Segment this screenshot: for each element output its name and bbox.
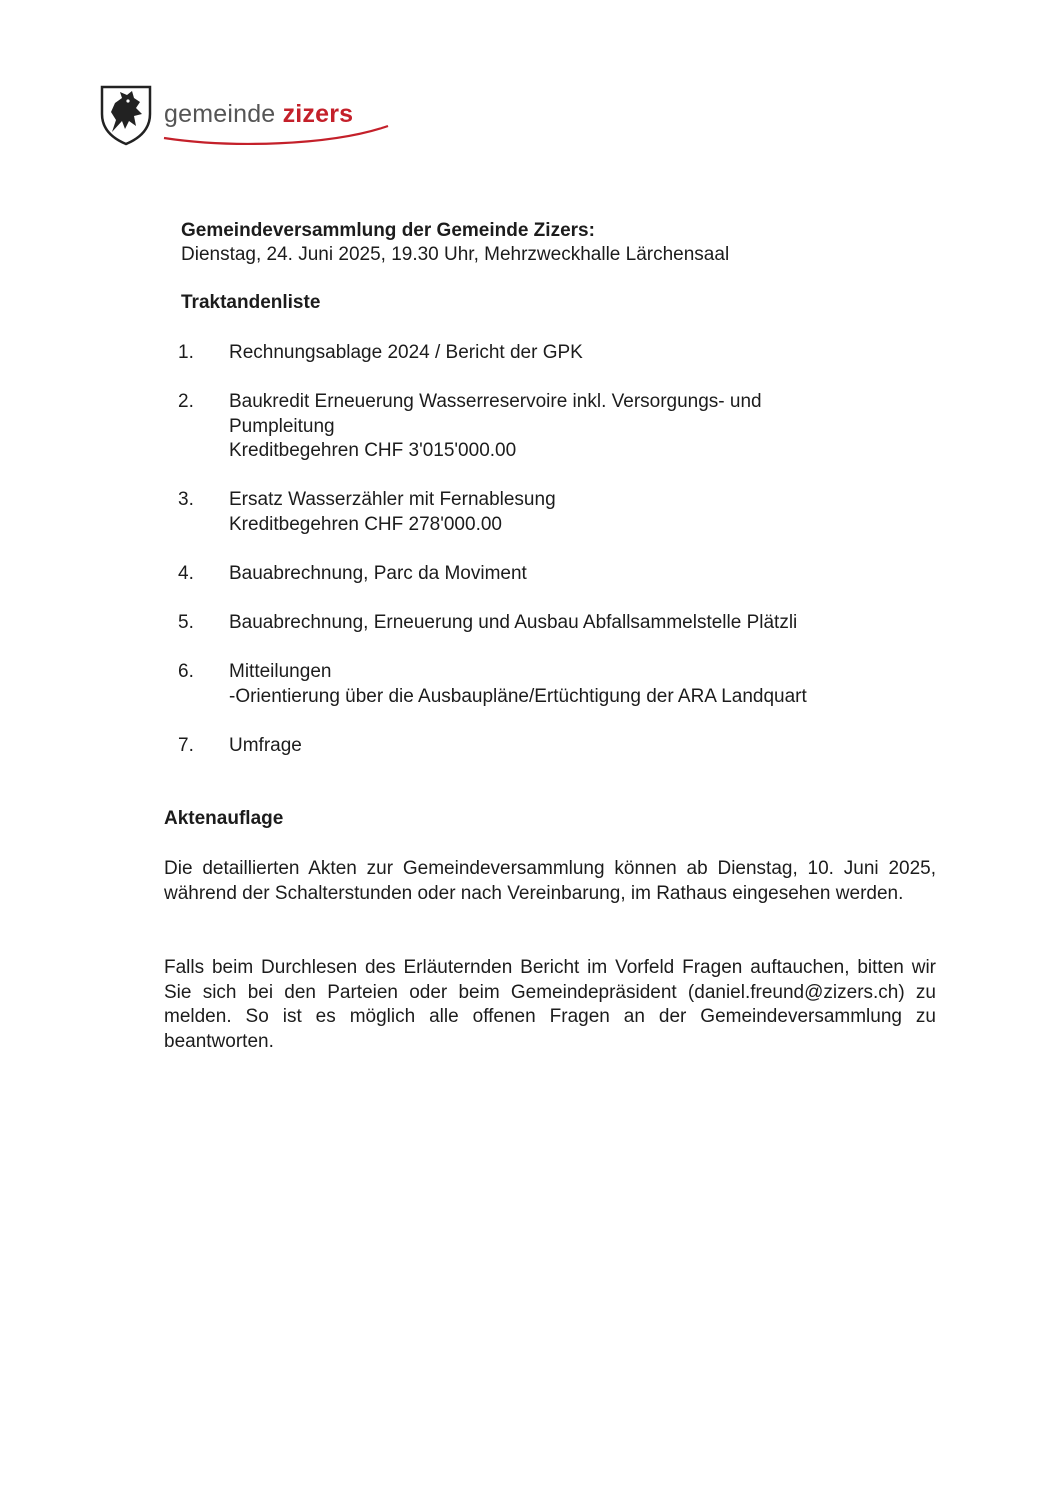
agenda-item-number: 7. — [178, 735, 194, 756]
agenda-item-line: Pumpleitung — [229, 415, 335, 437]
files-paragraph: Die detaillierten Akten zur Gemeindeversammlung können ab Dienstag, 10. Juni 2025, während der Schalterstunden oder nach Vereinbarung, im Rathaus eingesehen werden. — [164, 858, 936, 904]
coat-of-arms-icon — [98, 84, 154, 146]
agenda-item-number: 2. — [178, 391, 194, 412]
logo-word-zizers: zizers — [282, 100, 354, 128]
meeting-date-location: Dienstag, 24. Juni 2025, 19.30 Uhr, Mehrzweckhalle Lärchensaal — [181, 244, 730, 265]
agenda-item-number: 4. — [178, 563, 194, 584]
agenda-item-text — [229, 734, 302, 759]
agenda-item-line: Ersatz Wasserzähler mit Fernablesung — [229, 489, 556, 510]
agenda-item-line: Bauabrechnung, Parc da Moviment — [229, 563, 527, 584]
agenda-item-text — [229, 660, 807, 709]
agenda-item-text — [229, 611, 797, 636]
agenda-item-number: 1. — [178, 342, 194, 363]
agenda-item-line: -Orientierung über die Ausbaupläne/Ertüchtigung der ARA Landquart — [229, 685, 807, 707]
logo-swoosh — [160, 122, 392, 152]
agenda-heading: Traktandenliste — [181, 292, 321, 313]
agenda-item-line: Bauabrechnung, Erneuerung und Ausbau Abfallsammelstelle Plätzli — [229, 612, 798, 633]
gemeinde-logo — [98, 84, 398, 154]
agenda-item-text — [229, 341, 583, 366]
agenda-item-text — [229, 390, 762, 464]
meeting-title: Gemeindeversammlung der Gemeinde Zizers: — [181, 220, 595, 241]
agenda-item-line: Kreditbegehren CHF 278'000.00 — [229, 513, 502, 535]
agenda-item-text — [229, 562, 527, 587]
agenda-item-line: Baukredit Erneuerung Wasserreservoire inkl. Versorgungs- und — [229, 391, 762, 412]
files-heading: Aktenauflage — [164, 808, 284, 829]
agenda-item-line: Kreditbegehren CHF 3'015'000.00 — [229, 440, 517, 461]
logo-word-gemeinde: gemeinde — [164, 100, 276, 128]
agenda-item-number: 3. — [178, 489, 194, 510]
agenda-item-line: Mitteilungen — [229, 661, 332, 682]
agenda-item-number: 6. — [178, 661, 194, 682]
agenda-item-line: Rechnungsablage 2024 / Bericht der GPK — [229, 342, 583, 363]
agenda-item-number: 5. — [178, 612, 194, 633]
agenda-item-line: Umfrage — [229, 735, 302, 756]
agenda-item-text — [229, 488, 556, 537]
questions-paragraph: Falls beim Durchlesen des Erläuternden Bericht im Vorfeld Fragen auftauchen, bitten wir Sie sich bei den Parteien oder beim Gemeindepräsident (daniel.freund@zizers.ch) zu melden. So ist es möglich alle offenen Fragen an der Gemeindeversammlung zu beantworten. — [164, 957, 936, 1052]
